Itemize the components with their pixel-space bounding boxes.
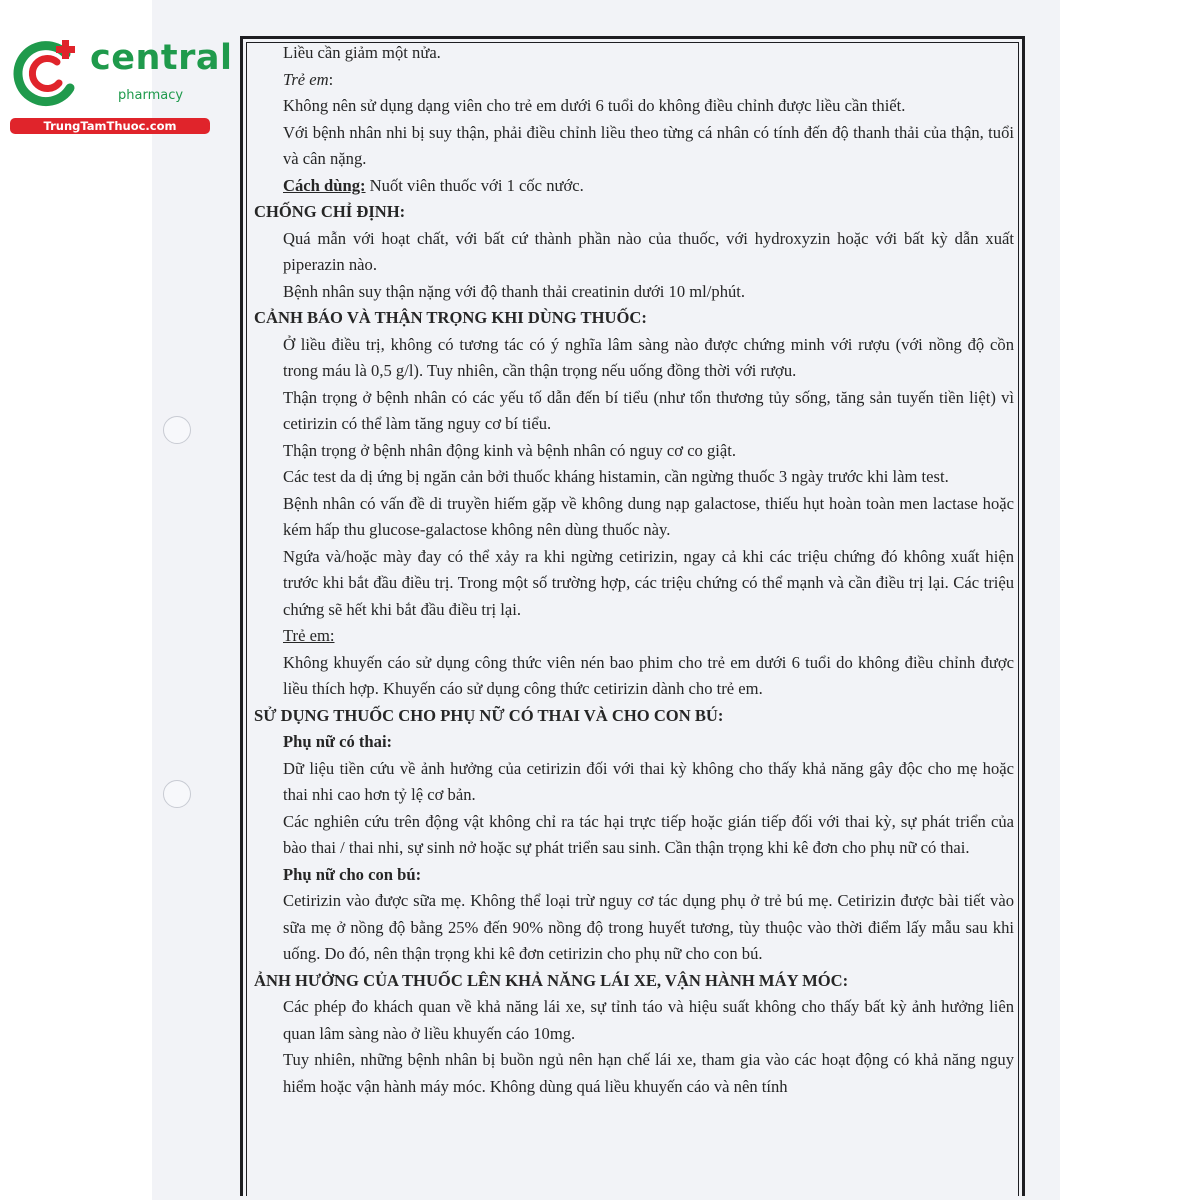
paragraph: Với bệnh nhân nhi bị suy thận, phải điều chỉnh liều theo từng cá nhân có tính đến độ thanh thải của thận, tuổi và cân nặng.	[283, 122, 1014, 168]
subheading-label: Trẻ em	[283, 69, 329, 89]
section-heading: SỬ DỤNG THUỐC CHO PHỤ NỮ CÓ THAI VÀ CHO CON BÚ:	[254, 705, 724, 725]
central-pharmacy-mark-icon	[10, 36, 84, 110]
paragraph: Các nghiên cứu trên động vật không chỉ ra tác hại trực tiếp hoặc gián tiếp đối với thai kỳ, sự phát triển của bào thai / thai nhi, sự sinh nở hoặc sự phát triển sau sinh. Cần thận trọng khi kê đơn cho phụ nữ có thai.	[283, 811, 1014, 857]
subheading: Phụ nữ cho con bú:	[283, 864, 422, 884]
paragraph: Ở liều điều trị, không có tương tác có ý nghĩa lâm sàng nào được chứng minh với rượu (với nồng độ cồn trong máu là 0,5 g/l). Tuy nhiên, cần thận trọng nếu uống đồng thời với rượu.	[283, 334, 1014, 380]
logo-site-banner: TrungTamThuoc.com	[10, 118, 210, 134]
subheading-children: Trẻ em:	[283, 69, 334, 89]
paragraph: Các phép đo khách quan về khả năng lái xe, sự tỉnh táo và hiệu suất không cho thấy bất kỳ ảnh hưởng liên quan lâm sàng nào ở liều khuyến cáo 10mg.	[283, 997, 1014, 1043]
section-heading: CHỐNG CHỈ ĐỊNH:	[254, 202, 406, 221]
logo-subtitle: pharmacy	[118, 88, 184, 103]
subheading-children	[254, 623, 1014, 650]
central-pharmacy-logo	[10, 36, 233, 136]
section-heading: CẢNH BÁO VÀ THẬN TRỌNG KHI DÙNG THUỐC:	[254, 308, 647, 327]
paragraph: Thận trọng ở bệnh nhân có các yếu tố dẫn đến bí tiểu (như tổn thương tủy sống, tăng sản tuyến tiền liệt) vì cetirizin có thể làm tăng nguy cơ bí tiểu.	[283, 387, 1014, 433]
subheading-label: Trẻ em:	[283, 626, 335, 645]
paragraph: Liều cần giảm một nửa.	[283, 43, 441, 62]
paragraph: Bệnh nhân suy thận nặng với độ thanh thải creatinin dưới 10 ml/phút.	[283, 281, 746, 301]
subheading: Phụ nữ có thai:	[283, 732, 393, 751]
usage-label: Cách dùng:	[283, 175, 366, 195]
paragraph: Không nên sử dụng dạng viên cho trẻ em dưới 6 tuổi do không điều chỉnh được liều cần thiết.	[283, 96, 906, 115]
paragraph: Thận trọng ở bệnh nhân động kinh và bệnh nhân có nguy cơ co giật.	[283, 440, 737, 460]
section-heading: ẢNH HƯỞNG CỦA THUỐC LÊN KHẢ NĂNG LÁI XE, VẬN HÀNH MÁY MÓC:	[254, 970, 849, 990]
paragraph: Dữ liệu tiền cứu về ảnh hưởng của cetirizin đối với thai kỳ không cho thấy khả năng gây độc cho mẹ hoặc thai nhi cao hơn tỷ lệ cơ bản.	[283, 758, 1014, 804]
logo-brand: central	[90, 38, 233, 78]
paragraph: Bệnh nhân có vấn đề di truyền hiếm gặp về không dung nạp galactose, thiếu hụt hoàn toàn men lactase hoặc kém hấp thu glucose-galactose không nên dùng thuốc này.	[283, 493, 1014, 539]
punch-hole	[163, 416, 191, 444]
paragraph: Cetirizin vào được sữa mẹ. Không thể loại trừ nguy cơ tác dụng phụ ở trẻ bú mẹ. Cetirizin được bài tiết vào sữa mẹ ở nồng độ bằng 25% đến 90% nồng độ trong huyết tương, tùy thuộc vào thời điểm lấy mẫu sau khi uống. Do đó, nên thận trọng khi kê đơn cetirizin cho phụ nữ cho con bú.	[283, 891, 1014, 963]
paragraph: Tuy nhiên, những bệnh nhân bị buồn ngủ nên hạn chế lái xe, tham gia vào các hoạt động có khả năng nguy hiểm hoặc vận hành máy móc. Không dùng quá liều khuyến cáo và nên tính	[283, 1050, 1014, 1096]
usage-text: Nuốt viên thuốc với 1 cốc nước.	[365, 175, 584, 195]
document-body	[254, 40, 1014, 1100]
punch-hole	[163, 780, 191, 808]
paragraph: Không khuyến cáo sử dụng công thức viên nén bao phim cho trẻ em dưới 6 tuổi do không điều chỉnh được liều thích hợp. Khuyến cáo sử dụng công thức cetirizin dành cho trẻ em.	[283, 652, 1014, 698]
paragraph: Quá mẫn với hoạt chất, với bất cứ thành phần nào của thuốc, với hydroxyzin hoặc với bất kỳ dẫn xuất piperazin nào.	[283, 228, 1014, 274]
usage-line	[254, 173, 1014, 200]
paragraph: Các test da dị ứng bị ngăn cản bởi thuốc kháng histamin, cần ngừng thuốc 3 ngày trước khi làm test.	[283, 467, 949, 486]
paragraph: Ngứa và/hoặc mày đay có thể xảy ra khi ngừng cetirizin, ngay cả khi các triệu chứng đó không xuất hiện trước khi bắt đầu điều trị. Trong một số trường hợp, các triệu chứng có thể mạnh và cần điều trị lại. Các triệu chứng sẽ hết khi bắt đầu điều trị lại.	[283, 546, 1014, 619]
